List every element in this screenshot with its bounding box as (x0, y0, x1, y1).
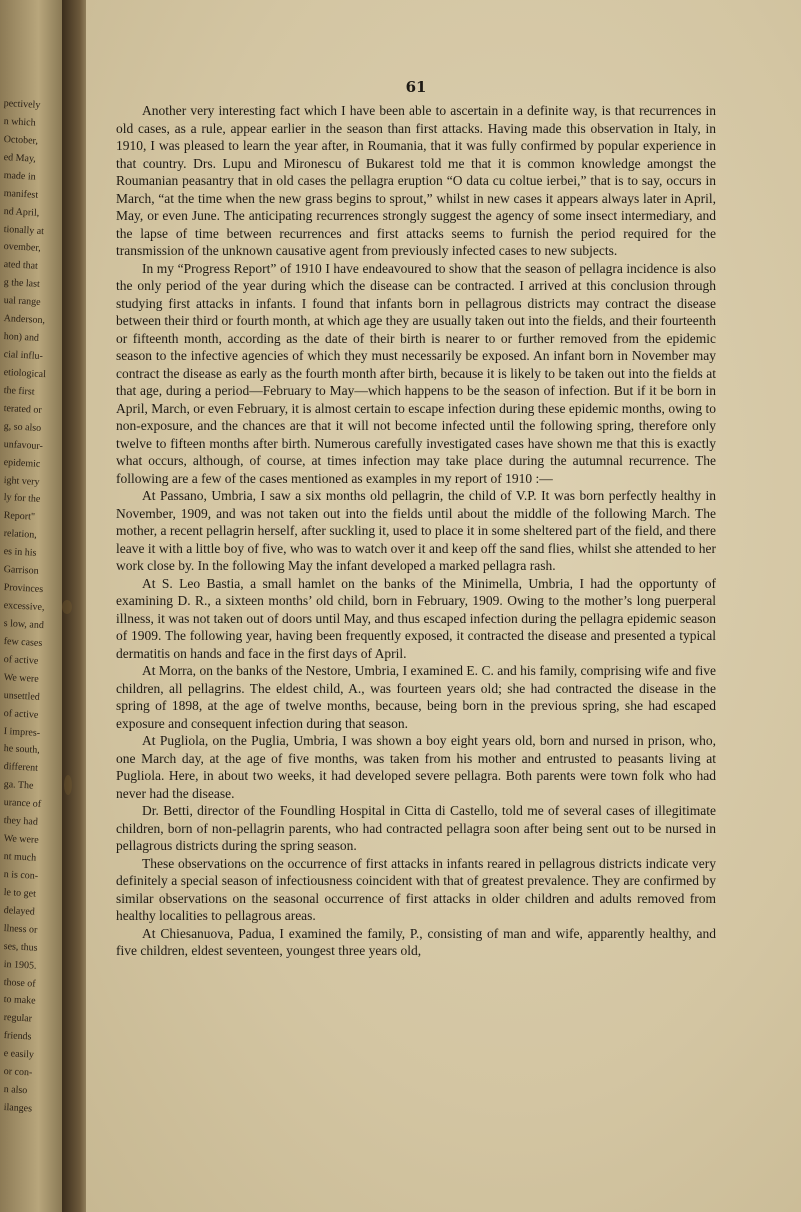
prev-page-fragment: ga. The (3, 779, 34, 792)
prev-page-fragment: I impres- (3, 725, 41, 739)
prev-page-fragment: ilanges (3, 1102, 33, 1115)
prev-page-fragment: n is con- (3, 868, 39, 882)
paragraph: Dr. Betti, director of the Foundling Hospital in Citta di Castello, told me of several cases of illegitimate children, born of non-pellagrin parents, who had contracted pellagra soon after being sent out to be nursed in pellagrous districts during the spring season. (116, 803, 716, 853)
paragraph: At Chiesanuova, Padua, I examined the family, P., consisting of man and wife, apparently healthy, and five children, eldest seventeen, youngest three years old, (116, 925, 716, 958)
paragraph: Another very interesting fact which I have been able to ascertain in a definite way, is that recurrences in old cases, as a rule, appear earlier in the season than first attacks. Having made this observation in Italy, in 1910, I was pleased to learn the year after, in Roumania, that it was fully confirmed by popular experience in that country. Drs. Lupu and Mironescu of Bukarest told me that it is common knowledge amongst the Roumanian peasantry that in old cases the pellagra eruption “O data cu coltue ierbei,” that is to say, occurs in March, “at the time when the new grass begins to sprout,” whilst in new cases it appears always later in April, May, or even June. The anticipating recurrences strongly suggest the agency of some insect intermediary, and the lapse of time between recurrences and first attacks seems to furnish the period required for the transmission of the unknown causative agent from previously infected cases to new subjects. (116, 103, 716, 258)
prev-page-fragment: etiological (3, 366, 47, 381)
prev-page-fragment: nt much (3, 851, 37, 864)
prev-page-fragment: they had (3, 815, 39, 828)
paragraph: In my “Progress Report” of 1910 I have endeavoured to show that the season of pellagra incidence is also the only period of the year during which the disease can be contracted. I arrived at this conclusion through studying first attacks in infants. I found that infants born in pellagrous districts may contract the disease between their third or fourth month, at which age they are usually taken out into the fields, and their fourteenth or fifteenth month, according as the date of their birth is nearer to or further removed from the epidemic season to the infective agencies of which they must necessarily be exposed. An infant born in November may contract the disease as early as the fourth month after birth, because it is likely to be taken out into the fields at that age, during a period—February to May—which happens to be the season of infection. But if it be born in April, March, or even February, it is almost certain to escape infection during these epidemic months, owing to non-exposure, and the chances are that it will not become infected until the following spring, therefore only twelve to fifteen months after birth. Numerous carefully investigated cases have shown me that this is exactly what occurs, although, of course, at times infection may take place during the autumnal recurrence. The following are a few of the cases mentioned as examples in my report of 1910 :— (116, 260, 716, 486)
prev-page-fragment: October, (3, 133, 39, 147)
prev-page-fragment: We were (3, 833, 39, 846)
paragraph: At Morra, on the banks of the Nestore, Umbria, I examined E. C. and his family, comprising wife and five children, all pellagrins. The eldest child, A., was fourteen years old; she had contracted the disease in the spring of 1898, at the age of twelve months, because, being born in the previous spring, she had escaped exposure and consequent infection during that season. (116, 663, 716, 731)
prev-page-fragment: nd April, (3, 205, 40, 219)
prev-page-fragment: Provinces (3, 582, 44, 596)
prev-page-fragment: regular (3, 1012, 33, 1025)
prev-page-fragment: s low, and (3, 617, 45, 632)
prev-page-fragment: in 1905. (3, 958, 37, 972)
prev-page-fragment: relation, (3, 528, 38, 542)
prev-page-fragment: n which (3, 115, 36, 129)
prev-page-fragment: ovember, (3, 241, 42, 255)
prev-page-fragment: llness or (3, 922, 38, 936)
prev-page-fragment: Garrison (3, 564, 39, 577)
prev-page-fragment: he south, (3, 743, 41, 757)
prev-page-fragment: made in (3, 169, 36, 183)
prev-page-fragment: of active (3, 653, 39, 667)
prev-page-fragment: of active (3, 707, 39, 721)
prev-page-fragment: unfavour- (3, 438, 44, 452)
prev-page-fragment: the first (3, 384, 35, 398)
prev-page-fragment: cial influ- (3, 349, 44, 363)
prev-page-fragment: tionally at (3, 223, 45, 237)
body-text (116, 102, 716, 960)
book-page (86, 0, 801, 1212)
paragraph: At Pugliola, on the Puglia, Umbria, I was shown a boy eight years old, born and nursed in prison, who, one March day, at the age of five months, was taken from his mother and entrusted to peasants living at Pugliola. Here, in about two weeks, it had developed severe pellagra. Both parents were town folk who had never had the disease. (116, 733, 716, 801)
prev-page-fragment: epidemic (3, 456, 41, 470)
prev-page-fragment: le to get (3, 886, 37, 900)
prev-page-fragment: urance of (3, 797, 42, 811)
paper-stain (64, 775, 72, 795)
paper-stain (62, 600, 72, 614)
prev-page-fragment: Report" (3, 510, 36, 523)
prev-page-fragment: those of (3, 976, 36, 990)
prev-page-fragment: n also (3, 1084, 28, 1097)
prev-page-fragment: to make (3, 994, 36, 1008)
prev-page-fragment: few cases (3, 635, 43, 649)
previous-page-edge (0, 0, 70, 1212)
prev-page-fragment: ly for the (3, 492, 41, 506)
prev-page-fragment: ight very (3, 474, 40, 488)
prev-page-fragment: friends (3, 1030, 32, 1043)
paragraph: These observations on the occurrence of first attacks in infants reared in pellagrous districts indicate very definitely a special season of infectiousness coincident with that of greatest prevalence. They are confirmed by similar observations on the seasonal occurrence of first attacks in older children and adults removed from healthy localities to pellagrous areas. (116, 855, 716, 923)
prev-page-fragment: different (3, 761, 39, 775)
prev-page-fragment: excessive, (3, 600, 45, 614)
prev-page-fragment: or con- (3, 1066, 33, 1079)
prev-page-fragment: manifest (3, 187, 39, 201)
prev-page-fragment: We were (3, 671, 39, 685)
prev-page-fragment: ed May, (3, 151, 37, 165)
prev-page-fragment: e easily (3, 1048, 35, 1061)
prev-page-fragment: delayed (3, 904, 36, 918)
page-number: 61 (405, 78, 427, 96)
prev-page-fragment: Anderson, (3, 313, 46, 327)
paragraph: At S. Leo Bastia, a small hamlet on the banks of the Minimella, Umbria, I had the opportunty of examining D. R., a sixteen months’ old child, born in February, 1909. Owing to the mother’s long puerperal illness, it was not taken out of doors until May, and thus escaped infection during the pellagra epidemic season of 1909. The following year, having been frequently exposed, it contracted the disease and presented a typical dermatitis on hands and face in the first days of April. (116, 575, 716, 661)
prev-page-fragment: hon) and (3, 331, 40, 344)
prev-page-fragment: g, so also (3, 420, 42, 434)
prev-page-fragment: ses, thus (3, 940, 38, 954)
prev-page-fragment: ual range (3, 295, 41, 309)
prev-page-fragment: terated or (3, 402, 42, 416)
prev-page-fragment: es in his (3, 546, 37, 559)
prev-page-fragment: g the last (3, 277, 41, 291)
paragraph: At Passano, Umbria, I saw a six months old pellagrin, the child of V.P. It was born perfectly healthy in November, 1909, and was not taken out into the fields until about the middle of the following March. The mother, a recent pellagrin herself, after suckling it, used to place it in some sheltered part of the field, and there leave it with a little boy of five, who was to watch over it and keep off the sand flies, whilst she attended to her work close by. In the following May the infant developed a marked pellagra rash. (116, 488, 716, 573)
prev-page-fragment: pectively (3, 98, 41, 111)
prev-page-fragment: ated that (3, 259, 39, 273)
prev-page-fragment: unsettled (3, 689, 41, 703)
